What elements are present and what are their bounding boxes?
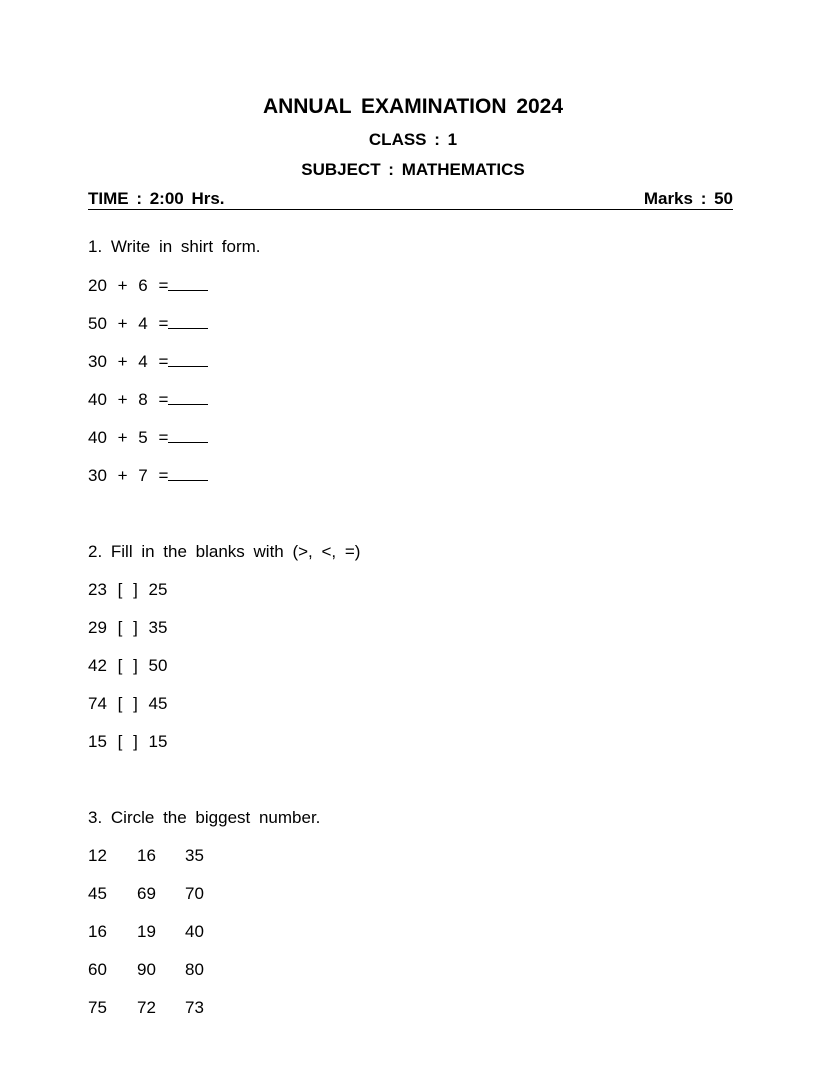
q3-number: 12 [88,846,107,865]
q3-number: 72 [137,998,156,1017]
q1-item-expression: 20 + 6 = [88,276,169,295]
q3-number: 73 [185,998,204,1017]
answer-blank [168,276,208,291]
q1-item [88,314,208,334]
q2-item: 74 [ ] 45 [88,694,168,713]
class-label: CLASS : 1 [368,130,458,149]
answer-blank [168,314,208,329]
marks-label: Marks : 50 [643,189,733,208]
q3-number: 60 [88,960,107,979]
q1-item [88,390,208,410]
q3-number: 90 [137,960,156,979]
subject-label: SUBJECT : MATHEMATICS [301,160,525,179]
time-label: TIME : 2:00 Hrs. [88,189,225,208]
q1-item [88,352,208,372]
q3-number: 45 [88,884,107,903]
q1-item-expression: 30 + 7 = [88,466,169,485]
answer-blank [168,390,208,405]
answer-blank [168,428,208,443]
q1-item-expression: 40 + 8 = [88,390,169,409]
q3-number: 75 [88,998,107,1017]
q3-number: 80 [185,960,204,979]
q3-number: 40 [185,922,204,941]
answer-blank [168,352,208,367]
q2-item: 29 [ ] 35 [88,618,168,637]
q1-item [88,466,208,486]
q3-number: 19 [137,922,156,941]
q2-item: 15 [ ] 15 [88,732,168,751]
q3-number: 70 [185,884,204,903]
q1-item [88,428,208,448]
q3-number: 69 [137,884,156,903]
question-3-heading: 3. Circle the biggest number. [88,808,321,827]
answer-blank [168,466,208,481]
q3-number: 16 [88,922,107,941]
q2-item: 42 [ ] 50 [88,656,168,675]
q1-item-expression: 50 + 4 = [88,314,169,333]
question-2-heading: 2. Fill in the blanks with (>, <, =) [88,542,361,561]
q3-number: 16 [137,846,156,865]
q1-item [88,276,208,296]
q1-item-expression: 40 + 5 = [88,428,169,447]
question-1-heading: 1. Write in shirt form. [88,237,261,256]
q2-item: 23 [ ] 25 [88,580,168,599]
q3-number: 35 [185,846,204,865]
time-marks-row [88,189,733,210]
q1-item-expression: 30 + 4 = [88,352,169,371]
exam-title: ANNUAL EXAMINATION 2024 [262,95,564,118]
